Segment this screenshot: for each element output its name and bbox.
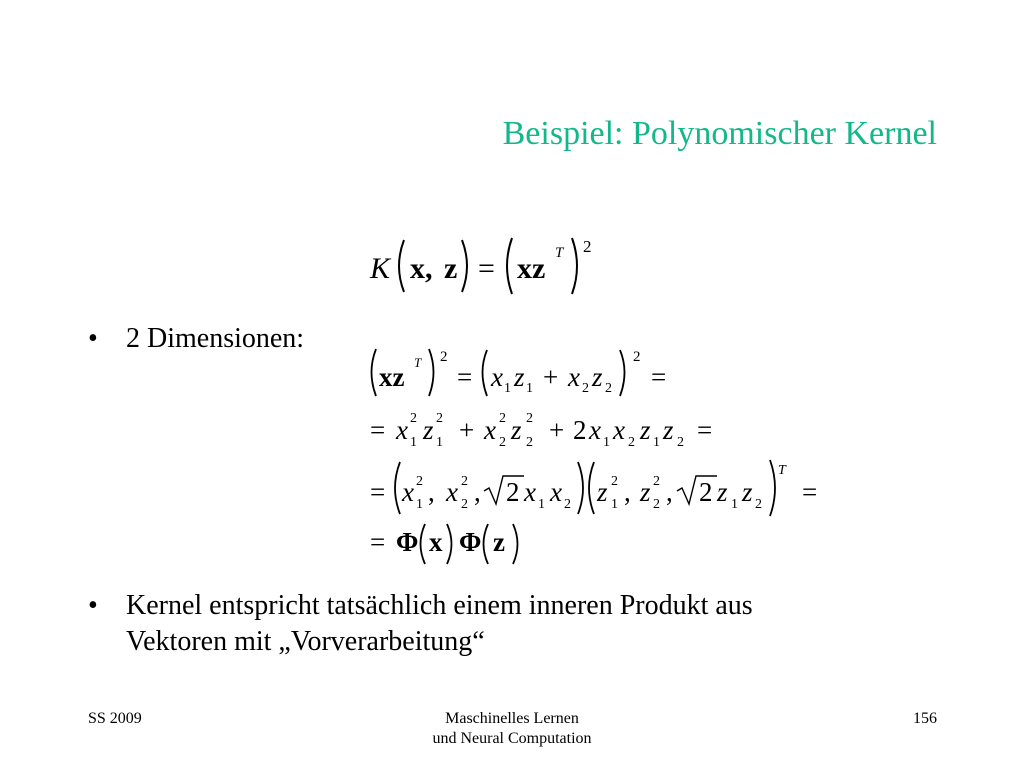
svg-text:2: 2 bbox=[461, 497, 468, 512]
svg-text:x: x bbox=[491, 362, 503, 392]
svg-text:K: K bbox=[370, 252, 391, 285]
svg-text:,: , bbox=[624, 477, 631, 507]
svg-text:=: = bbox=[370, 415, 386, 445]
svg-text:z: z bbox=[742, 477, 753, 507]
svg-text:2: 2 bbox=[410, 411, 417, 426]
svg-text:x: x bbox=[396, 415, 408, 445]
svg-text:2: 2 bbox=[582, 381, 589, 396]
svg-text:x: x bbox=[589, 415, 601, 445]
svg-text:z: z bbox=[444, 252, 458, 285]
svg-text:x: x bbox=[524, 477, 536, 507]
svg-text:x: x bbox=[484, 415, 496, 445]
svg-text:T: T bbox=[778, 463, 786, 478]
svg-text:=: = bbox=[651, 362, 667, 392]
svg-text:z: z bbox=[514, 362, 525, 392]
svg-text:1: 1 bbox=[653, 435, 660, 450]
footer-semester: SS 2009 bbox=[88, 710, 142, 727]
svg-text:T: T bbox=[414, 355, 422, 370]
svg-text:xz: xz bbox=[379, 362, 405, 392]
footer-course-line-1: Maschinelles Lernen bbox=[445, 710, 579, 727]
svg-text:=: = bbox=[697, 415, 713, 445]
svg-text:z: z bbox=[592, 362, 603, 392]
svg-text:=: = bbox=[370, 527, 386, 557]
bullet-text: 2 Dimensionen: bbox=[126, 323, 305, 354]
svg-text:2: 2 bbox=[573, 415, 587, 445]
svg-text:2: 2 bbox=[633, 349, 641, 365]
svg-text:z: z bbox=[597, 477, 608, 507]
svg-text:x: x bbox=[429, 527, 443, 557]
svg-text:=: = bbox=[802, 477, 818, 507]
svg-text:x: x bbox=[568, 362, 580, 392]
svg-text:1: 1 bbox=[731, 497, 738, 512]
expansion-line-3 bbox=[370, 460, 817, 516]
svg-text:+: + bbox=[459, 415, 475, 445]
svg-text:2: 2 bbox=[755, 497, 762, 512]
svg-text:2: 2 bbox=[506, 477, 520, 507]
svg-text:=: = bbox=[457, 362, 473, 392]
footer-course-line-2: und Neural Computation bbox=[432, 730, 592, 747]
svg-text:2: 2 bbox=[564, 497, 571, 512]
svg-text:x: x bbox=[550, 477, 562, 507]
svg-text:2: 2 bbox=[416, 474, 423, 489]
bullet-text-line-1: Kernel entspricht tatsächlich einem inneren Produkt aus bbox=[126, 590, 753, 621]
expansion-line-4 bbox=[370, 524, 518, 564]
svg-text:1: 1 bbox=[504, 381, 511, 396]
expansion-line-1 bbox=[372, 349, 667, 396]
bullet-symbol: • bbox=[88, 590, 98, 621]
svg-text:1: 1 bbox=[526, 381, 533, 396]
svg-text:=: = bbox=[370, 477, 386, 507]
svg-text:x,: x, bbox=[410, 252, 433, 285]
svg-text:2: 2 bbox=[499, 411, 506, 426]
svg-text:2: 2 bbox=[440, 349, 448, 365]
slide-title: Beispiel: Polynomischer Kernel bbox=[502, 115, 937, 152]
svg-text:x: x bbox=[446, 477, 458, 507]
svg-text:=: = bbox=[478, 252, 495, 285]
svg-text:,: , bbox=[428, 477, 435, 507]
svg-text:xz: xz bbox=[517, 252, 546, 285]
svg-text:2: 2 bbox=[653, 497, 660, 512]
svg-text:z: z bbox=[663, 415, 674, 445]
svg-text:Φ: Φ bbox=[459, 527, 482, 557]
svg-text:2: 2 bbox=[583, 237, 592, 256]
bullet-kernel-inner-product bbox=[88, 589, 948, 661]
svg-text:,: , bbox=[666, 477, 673, 507]
svg-text:2: 2 bbox=[436, 411, 443, 426]
svg-text:x: x bbox=[402, 477, 414, 507]
svg-text:2: 2 bbox=[677, 435, 684, 450]
footer-course bbox=[362, 709, 662, 749]
svg-text:+: + bbox=[543, 362, 559, 392]
svg-text:2: 2 bbox=[526, 435, 533, 450]
svg-text:1: 1 bbox=[538, 497, 545, 512]
svg-text:z: z bbox=[640, 415, 651, 445]
svg-text:1: 1 bbox=[410, 435, 417, 450]
svg-text:1: 1 bbox=[416, 497, 423, 512]
svg-text:2: 2 bbox=[653, 474, 660, 489]
expansion-line-2 bbox=[370, 411, 712, 450]
bullet-text-line-2: Vektoren mit „Vorverarbeitung“ bbox=[126, 626, 485, 657]
svg-text:2: 2 bbox=[611, 474, 618, 489]
svg-text:x: x bbox=[613, 415, 625, 445]
svg-text:1: 1 bbox=[603, 435, 610, 450]
svg-text:2: 2 bbox=[699, 477, 713, 507]
svg-text:2: 2 bbox=[461, 474, 468, 489]
svg-text:2: 2 bbox=[526, 411, 533, 426]
svg-text:z: z bbox=[640, 477, 651, 507]
svg-text:z: z bbox=[717, 477, 728, 507]
svg-text:1: 1 bbox=[611, 497, 618, 512]
svg-text:Φ: Φ bbox=[396, 527, 419, 557]
svg-text:+: + bbox=[549, 415, 565, 445]
bullet-symbol: • bbox=[88, 323, 98, 354]
svg-text:,: , bbox=[474, 477, 481, 507]
svg-text:2: 2 bbox=[605, 381, 612, 396]
svg-text:2: 2 bbox=[499, 435, 506, 450]
svg-text:z: z bbox=[511, 415, 522, 445]
svg-text:z: z bbox=[493, 527, 505, 557]
svg-text:z: z bbox=[423, 415, 434, 445]
svg-text:2: 2 bbox=[628, 435, 635, 450]
svg-text:T: T bbox=[555, 245, 564, 261]
svg-text:1: 1 bbox=[436, 435, 443, 450]
page-number: 156 bbox=[913, 710, 937, 727]
